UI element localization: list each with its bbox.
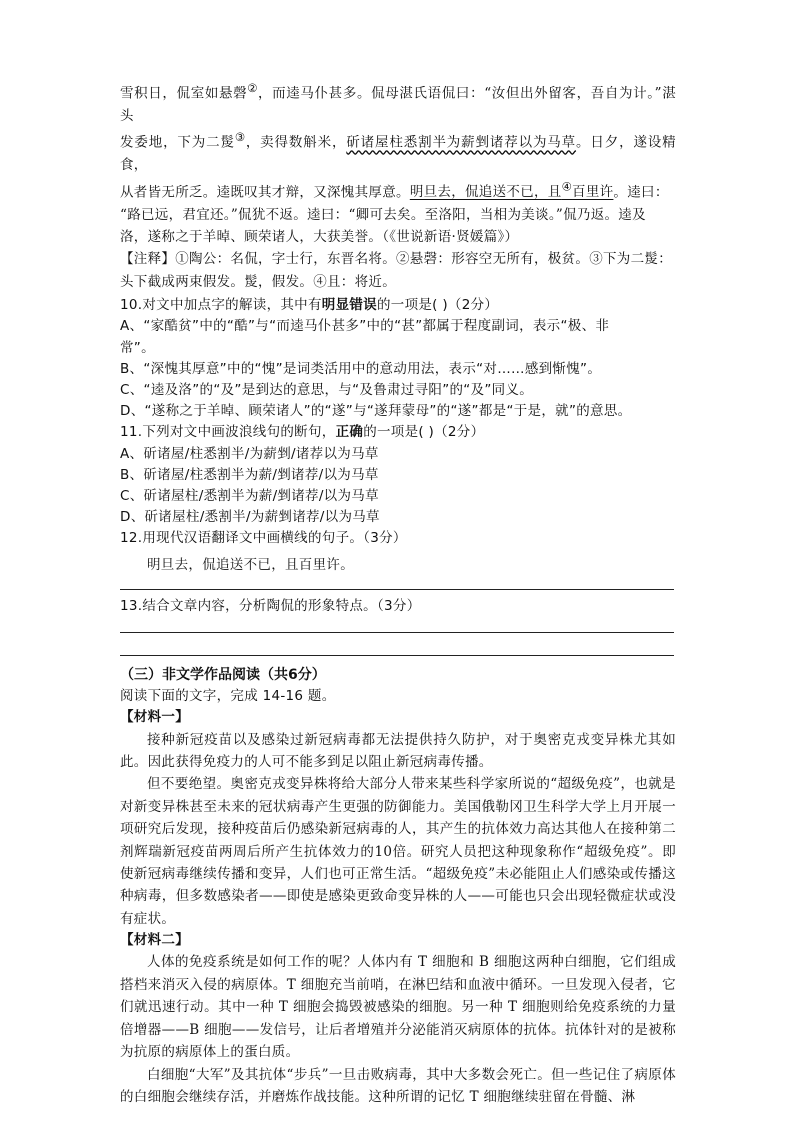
- question-stem: 12.用现代汉语翻译文中画横线的句子。（3分）: [120, 530, 407, 547]
- note-mark: ④: [561, 180, 573, 194]
- instruction: 阅读下面的文字，完成 14-16 题。: [120, 688, 336, 705]
- answer-line[interactable]: [120, 631, 674, 633]
- wavy-underlined-sentence: 斫诸屋柱悉割半为薪剉诸荐以为马草: [346, 134, 577, 151]
- option-a: A、“家酷贫”中的“酷”与“而逵马仆甚多”中的“甚”都属于程度副词，表示“极、非: [120, 318, 610, 335]
- passage-line: 发委地，下为二髲③，卖得数斛米，斫诸屋柱悉割半为薪剉诸荐以为马草。日夕，遂设精食，: [120, 131, 676, 174]
- underlined-sentence: 明旦去，侃追送不已，且④百里许: [409, 180, 614, 201]
- material-label: 【材料二】: [120, 932, 189, 949]
- option-c: C、斫诸屋柱/悉割半为薪/剉诸荐/以为马草: [120, 487, 379, 504]
- passage-line: 雪积日，侃室如悬磬②，而逵马仆甚多。侃母湛氏语侃曰：“汝但出外留客，吾自为计。”湛头: [120, 82, 676, 124]
- note-mark: ②: [247, 82, 258, 95]
- answer-line[interactable]: [120, 588, 674, 590]
- question-11: [120, 422, 676, 528]
- option-c: C、“逵及洛”的“及”是到达的意思，与“及鲁肃过寻阳”的“及”同义。: [120, 381, 534, 398]
- notes-line: 头下截成两束假发。髲，假发。④且：将近。: [120, 273, 396, 290]
- paragraph: 接种新冠疫苗以及感染过新冠病毒都无法提供持久防护，对于奥密克戎变异株尤其如此。因此获得免疫力的人可不能多到足以阻止新冠病毒传播。: [120, 731, 676, 771]
- material-label: 【材料一】: [120, 709, 189, 726]
- question-10: [120, 295, 676, 422]
- question-stem: 10.对文中加点字的解读，其中有明显错误的一项是( )（2分）: [120, 297, 499, 314]
- section-3: [120, 664, 676, 1108]
- option-b: B、斫诸屋/柱悉割半为薪/剉诸荐/以为马草: [120, 466, 379, 483]
- question-stem: 11.下列对文中画波浪线句的断句，正确的一项是( )（2分）: [120, 424, 485, 441]
- passage-line: 洛，遂称之于羊晫、顾荣诸人，大获美誉。（《世说新语·贤媛篇》）: [120, 228, 519, 245]
- note-mark: ③: [234, 131, 246, 145]
- paragraph: 人体的免疫系统是如何工作的呢？人体内有 T 细胞和 B 细胞这两种白细胞，它们组成搭档来消灭入侵的病原体。T 细胞充当前哨，在淋巴结和血液中循环。一旦发现入侵者，它们就迅速行动。其中一种 T 细胞会捣毁被感染的细胞。另一种 T 细胞则给免疫系统的力量倍增器——B 细胞——发信号，让后者增殖并分泌能消灭病原体的抗体。抗体针对的是被称为抗原的病原体上的蛋白质。: [120, 954, 676, 1061]
- option-a: A、斫诸屋/柱悉割半/为薪剉/诸荐以为马草: [120, 445, 379, 462]
- section-title: （三）非文学作品阅读（共6分）: [120, 667, 326, 684]
- passage-line: 从者皆无所乏。逵既叹其才辩，又深愧其厚意。明旦去，侃追送不已，且④百里许。逵曰：: [120, 180, 669, 201]
- option-d: D、“遂称之于羊晫、顾荣诸人”的“遂”与“遂拜蒙母”的“遂”都是“于是，就”的意思。: [120, 403, 632, 420]
- option-d: D、斫诸屋柱/悉割半/为薪剉诸荐/以为马草: [120, 509, 380, 526]
- passage-line: “路已远，君宜还。”侃犹不返。逵曰：“卿可去矣。至洛阳，当相为美谈。”侃乃返。逵及: [120, 206, 646, 223]
- document-page: [120, 78, 676, 1108]
- paragraph: 但不要绝望。奥密克戎变异株将给大部分人带来某些科学家所说的“超级免疫”，也就是对新变异株甚至未来的冠状病毒产生更强的防御能力。美国俄勒冈卫生科学大学上月开展一项研究后发现，接种疫苗后仍感染新冠病毒的人，其产生的抗体效力高达其他人在接种第二剂辉瑞新冠疫苗两周后所产生抗体效力的10倍。研究人员把这种现象称作“超级免疫”。即使新冠病毒继续传播和变异，人们也可正常生活。“超级免疫”未必能阻止人们感染或传播这种病毒，但多数感染者——即使是感染更致命变异株的人——可能也只会出现轻微症状或没有症状。: [120, 776, 676, 927]
- question-13: [120, 596, 676, 656]
- answer-line[interactable]: [120, 654, 674, 656]
- question-12: [120, 528, 676, 590]
- classical-passage: [120, 78, 676, 293]
- paragraph: 白细胞“大军”及其抗体“步兵”一旦击败病毒，其中大多数会死亡。但一些记住了病原体的白细胞会继续存活，并磨炼作战技能。这种所谓的记忆 T 细胞继续驻留在骨髓、淋: [120, 1066, 676, 1105]
- notes-line: 【注释】①陶公：名侃，字士行，东晋名将。②悬磬：形容空无所有，极贫。③下为二髲：: [120, 251, 672, 268]
- question-stem: 13.结合文章内容，分析陶侃的形象特点。（3分）: [120, 598, 421, 614]
- quoted-sentence: 明旦去，侃追送不已，且百里许。: [147, 556, 354, 573]
- option-a-cont: 常”。: [120, 339, 155, 356]
- option-b: B、“深愧其厚意”中的“愧”是词类活用中的意动用法，表示“对……感到惭愧”。: [120, 360, 602, 377]
